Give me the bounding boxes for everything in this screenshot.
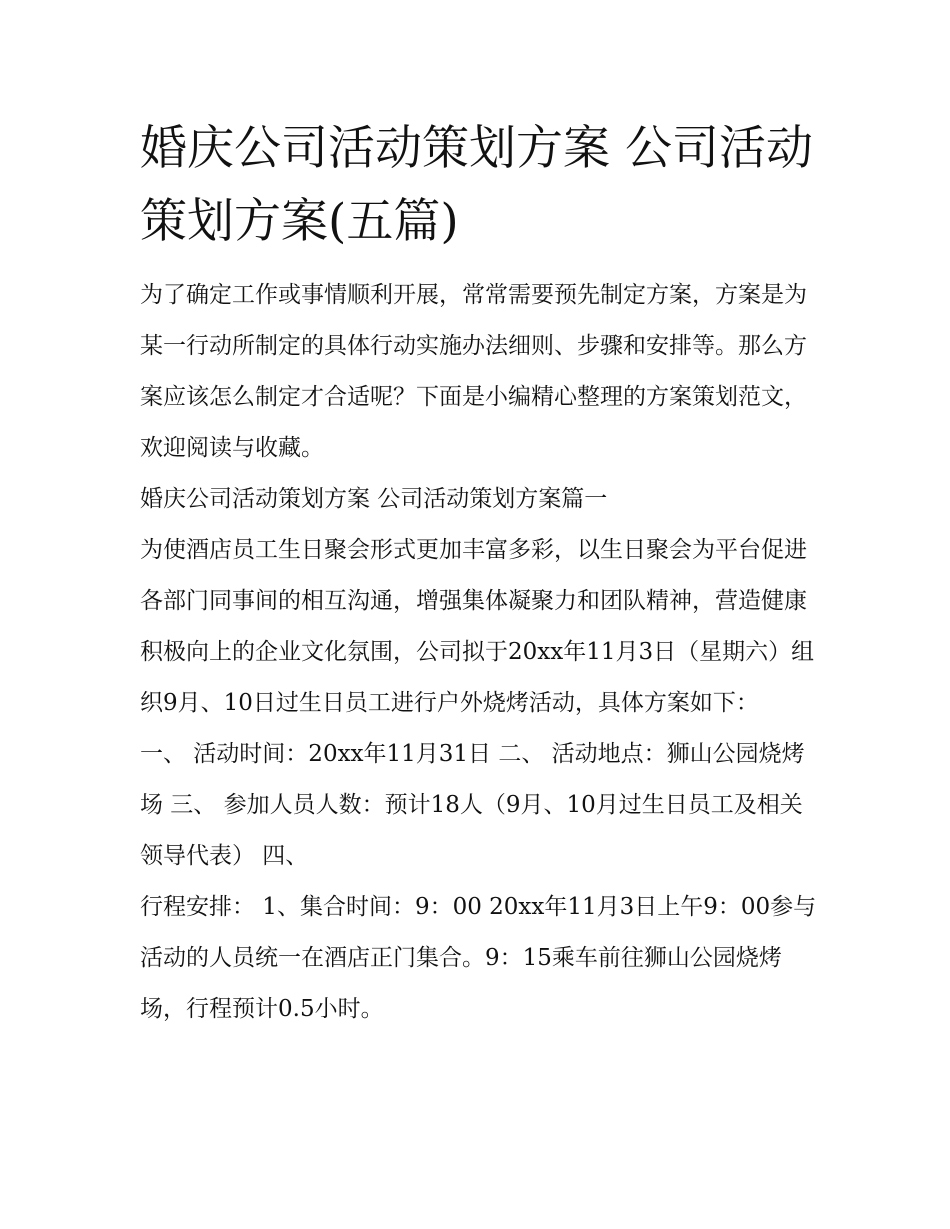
purpose-paragraph: 为使酒店员工生日聚会形式更加丰富多彩，以生日聚会为平台促进各部门同事间的相互沟通，增强集体凝聚力和团队精神，营造健康积极向上的企业文化氛围，公司拟于20xx年11月3日（星期六）组织9月、10日过生日员工进行户外烧烤活动，具体方案如下： [140, 537, 815, 716]
details-paragraph: 一、 活动时间：20xx年11月31日 二、 活动地点：狮山公园烧烤场 三、 参加人员人数：预计18人（9月、10月过生日员工及相关领导代表） 四、 [140, 741, 805, 869]
document-title: 婚庆公司活动策划方案 公司活动策划方案(五篇) [140, 121, 813, 249]
section-heading: 婚庆公司活动策划方案 公司活动策划方案篇一 [140, 486, 608, 512]
schedule-paragraph: 行程安排： 1、集合时间：9：00 20xx年11月3日上午9：00参与活动的人员统一在酒店正门集合。9：15乘车前往狮山公园烧烤场，行程预计0.5小时。 [140, 894, 817, 1022]
intro-paragraph: 为了确定工作或事情顺利开展，常常需要预先制定方案，方案是为某一行动所制定的具体行动实施办法细则、步骤和安排等。那么方案应该怎么制定才合适呢？下面是小编精心整理的方案策划范文，欢迎阅读与收藏。 [140, 282, 807, 461]
document-body [140, 112, 820, 1035]
